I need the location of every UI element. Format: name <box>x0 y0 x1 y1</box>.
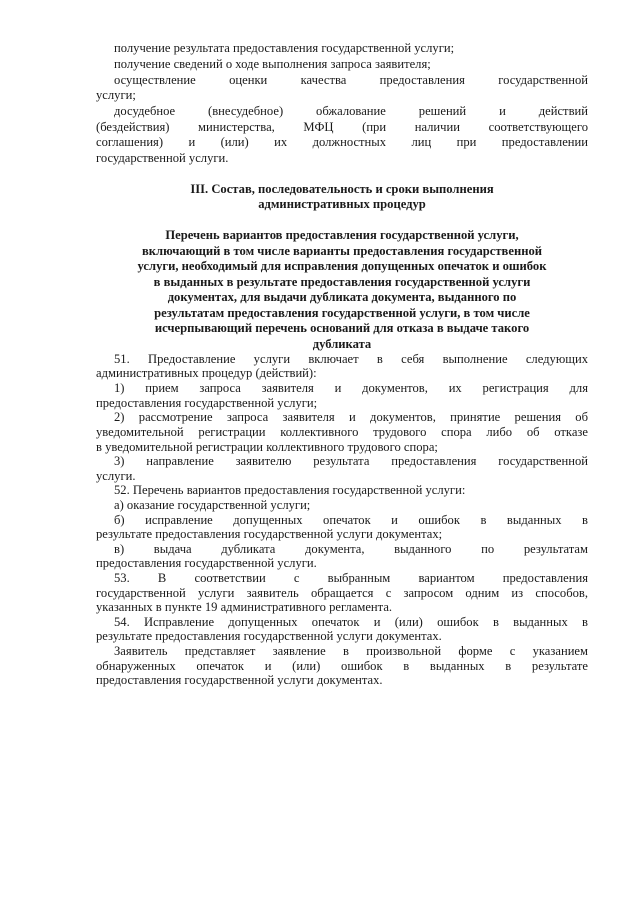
intro-item-appeal-line1: досудебное (внесудебное) обжалование решений и действий <box>114 104 588 118</box>
item-2-line2: уведомительной регистрации коллективного трудового спора либо об отказе <box>96 425 588 439</box>
paragraph-54-line1: 54. Исправление допущенных опечаток и (или) ошибок в выданных в <box>114 615 588 629</box>
item-2-line1: 2) рассмотрение запроса заявителя и документов, принятие решения об <box>114 410 588 424</box>
applicant-paragraph-line2: обнаруженных опечаток и (или) ошибок в выданных в результате <box>96 659 588 673</box>
intro-item-appeal-line2: (бездействия) министерства, МФЦ (при наличии соответствующего <box>96 120 588 134</box>
variant-b-line2: результате предоставления государственной услуги документах; <box>96 527 443 541</box>
variant-b-line1: б) исправление допущенных опечаток и ошибок в выданных в <box>114 513 588 527</box>
intro-item-quality-line1: осуществление оценки качества предоставления государственной <box>114 73 588 87</box>
item-3-line2: услуги. <box>96 469 136 483</box>
paragraph-51-line2: административных процедур (действий): <box>96 366 317 380</box>
item-1-line2: предоставления государственной услуги; <box>96 396 318 410</box>
intro-item-appeal-line3: соглашения) и (или) их должностных лиц при предоставлении <box>96 135 588 149</box>
applicant-paragraph-line3: предоставления государственной услуги документах. <box>96 673 383 687</box>
section-title-line1: III. Состав, последовательность и сроки выполнения <box>190 182 494 196</box>
paragraph-54-line2: результате предоставления государственной услуги документах. <box>96 629 442 643</box>
subsection-title-line1: Перечень вариантов предоставления государственной услуги, <box>165 228 519 242</box>
subsection-title-line8: дубликата <box>312 337 372 351</box>
subsection-title-line6: результатам предоставления государственной услуги, в том числе <box>154 306 530 320</box>
subsection-title-line7: исчерпывающий перечень оснований для отказа в выдаче такого <box>154 321 530 335</box>
paragraph-51-line1: 51. Предоставление услуги включает в себя выполнение следующих <box>114 352 588 366</box>
intro-item-progress: получение сведений о ходе выполнения запроса заявителя; <box>114 57 431 71</box>
variant-c-line2: предоставления государственной услуги. <box>96 556 317 570</box>
variant-a: а) оказание государственной услуги; <box>114 498 311 512</box>
paragraph-53-line3: указанных в пункте 19 административного регламента. <box>96 600 393 614</box>
section-title-line2: административных процедур <box>258 197 426 211</box>
subsection-title-line3: услуги, необходимый для исправления допущенных опечаток и ошибок <box>137 259 547 273</box>
intro-item-result: получение результата предоставления государственной услуги; <box>114 41 455 55</box>
item-2-line3: в уведомительной регистрации коллективного трудового спора; <box>96 440 438 454</box>
subsection-title-line2: включающий в том числе варианты предоставления государственной <box>141 244 543 258</box>
paragraph-52: 52. Перечень вариантов предоставления государственной услуги: <box>114 483 466 497</box>
paragraph-53-line2: государственной услуги заявитель обращается с запросом одним из способов, <box>96 586 588 600</box>
subsection-title-line5: документах, для выдачи дубликата документа, выданного по <box>167 290 517 304</box>
intro-item-quality-line2: услуги; <box>96 88 136 102</box>
applicant-paragraph-line1: Заявитель представляет заявление в произвольной форме с указанием <box>114 644 588 658</box>
item-3-line1: 3) направление заявителю результата предоставления государственной <box>114 454 588 468</box>
intro-item-appeal-line4: государственной услуги. <box>96 151 229 165</box>
variant-c-line1: в) выдача дубликата документа, выданного по результатам <box>114 542 588 556</box>
subsection-title-line4: в выданных в результате предоставления государственной услуги <box>153 275 531 289</box>
paragraph-53-line1: 53. В соответствии с выбранным вариантом предоставления <box>114 571 588 585</box>
item-1-line1: 1) прием запроса заявителя и документов, их регистрация для <box>114 381 588 395</box>
